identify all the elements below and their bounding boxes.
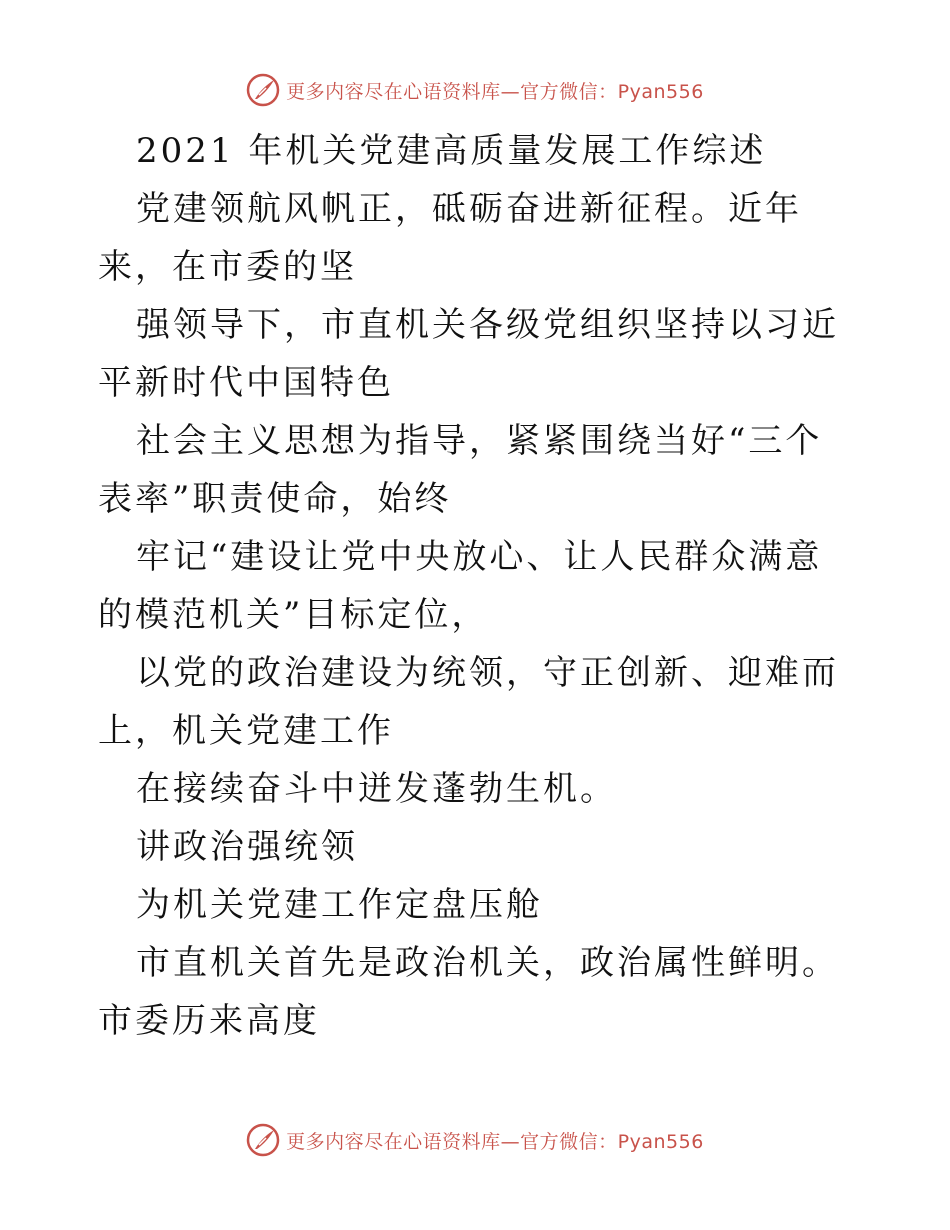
footer-banner-text: 更多内容尽在心语资料库—官方微信：Pyan556	[286, 1130, 704, 1153]
paragraph-line-4: 牢记“建设让党中央放心、让人民群众满意的模范机关”目标定位，	[98, 537, 823, 635]
feather-logo-icon	[246, 73, 280, 107]
paragraph-line-6: 在接续奋斗中迸发蓬勃生机。	[136, 769, 617, 809]
feather-logo-icon	[246, 1123, 280, 1157]
section-heading-2: 为机关党建工作定盘压舱	[136, 885, 543, 925]
footer-banner	[0, 1120, 950, 1160]
paragraph-line-5: 以党的政治建设为统领，守正创新、迎难而上，机关党建工作	[98, 653, 839, 751]
header-banner-text: 更多内容尽在心语资料库—官方微信：Pyan556	[286, 80, 704, 103]
paragraph-line-1: 党建领航风帆正，砥砺奋进新征程。近年来，在市委的坚	[98, 189, 802, 287]
paragraph-line-7: 市直机关首先是政治机关，政治属性鲜明。市委历来高度	[98, 943, 839, 1041]
footer-banner-inner	[246, 1123, 704, 1157]
paragraph-line-2: 强领导下，市直机关各级党组织坚持以习近平新时代中国特色	[98, 305, 839, 403]
section-heading-1: 讲政治强统领	[136, 827, 358, 867]
document-title: 2021 年机关党建高质量发展工作综述	[136, 131, 767, 171]
document-body	[98, 122, 858, 1050]
paragraph-line-3: 社会主义思想为指导，紧紧围绕当好“三个表率”职责使命，始终	[98, 421, 823, 519]
header-banner-inner	[246, 73, 704, 107]
header-banner	[0, 70, 950, 110]
